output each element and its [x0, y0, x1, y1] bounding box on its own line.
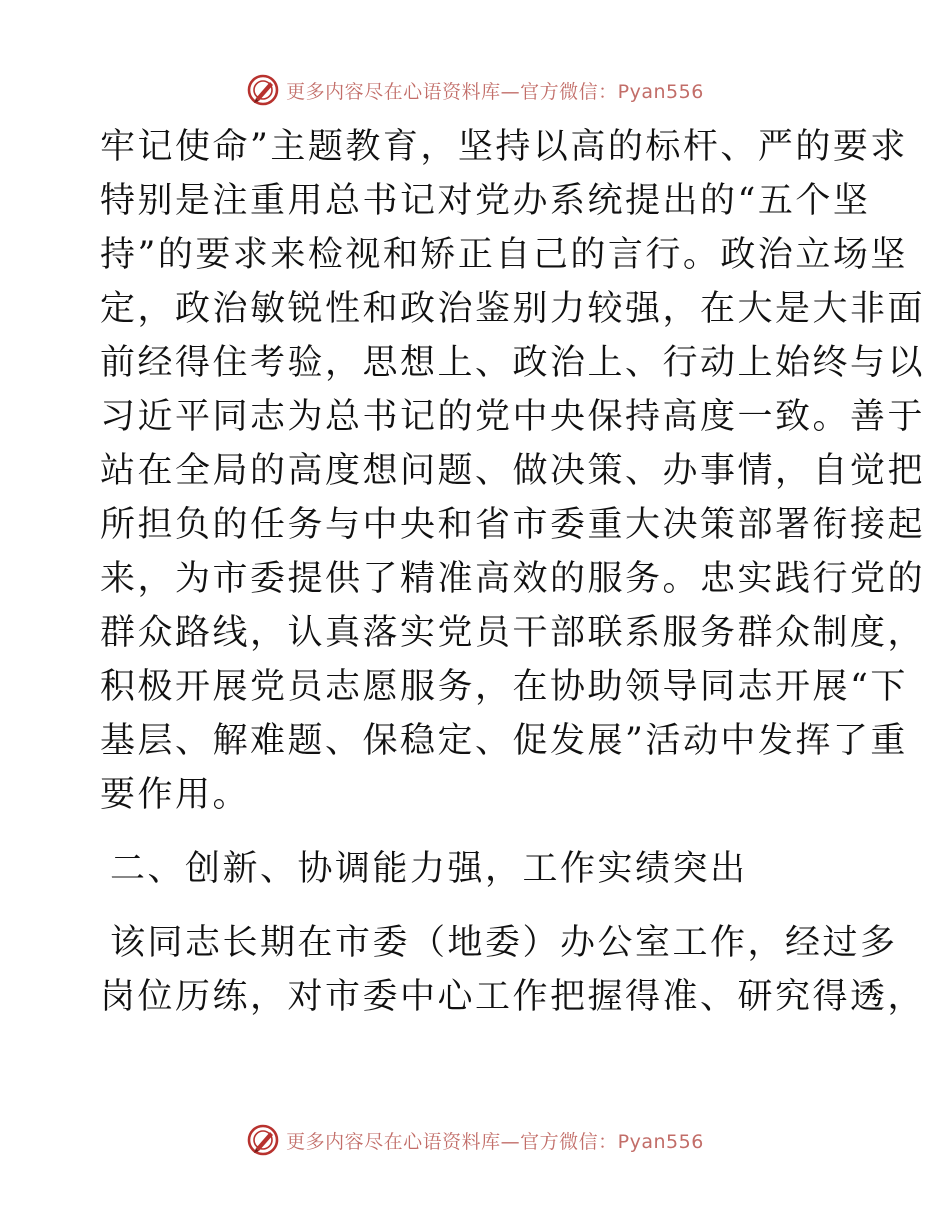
text-line: 牢记使命”主题教育，坚持以高的标杆、严的要求 — [100, 127, 908, 167]
watermark-banner-top — [0, 70, 950, 110]
text-line: 群众路线，认真落实党员干部联系服务群众制度， — [100, 613, 926, 653]
watermark-text: 更多内容尽在心语资料库—官方微信：Pyan556 — [286, 80, 704, 103]
text-line: 前经得住考验，思想上、政治上、行动上始终与以 — [100, 343, 926, 383]
text-line: 特别是注重用总书记对党办系统提出的“五个坚 — [100, 181, 871, 221]
watermark-text: 更多内容尽在心语资料库—官方微信：Pyan556 — [286, 1130, 704, 1153]
text-line: 定，政治敏锐性和政治鉴别力较强，在大是大非面 — [100, 289, 926, 329]
section-heading: 二、创新、协调能力强，工作实绩突出 — [110, 849, 748, 889]
document-body — [100, 120, 926, 1024]
text-line: 持”的要求来检视和矫正自己的言行。政治立场坚 — [100, 235, 908, 275]
watermark-banner-bottom — [0, 1120, 950, 1160]
text-line: 积极开展党员志愿服务，在协助领导同志开展“下 — [100, 667, 908, 707]
text-line: 习近平同志为总书记的党中央保持高度一致。善于 — [100, 397, 926, 437]
pen-logo-icon — [246, 73, 280, 107]
text-line: 所担负的任务与中央和省市委重大决策部署衔接起 — [100, 505, 926, 545]
text-line: 基层、解难题、保稳定、促发展”活动中发挥了重 — [100, 721, 908, 761]
text-line: 要作用。 — [100, 775, 251, 815]
text-line: 岗位历练，对市委中心工作把握得准、研究得透， — [100, 977, 926, 1017]
text-line: 该同志长期在市委（地委）办公室工作，经过多 — [110, 923, 898, 963]
text-line: 站在全局的高度想问题、做决策、办事情，自觉把 — [100, 451, 926, 491]
pen-logo-icon — [246, 1123, 280, 1157]
text-line: 来，为市委提供了精准高效的服务。忠实践行党的 — [100, 559, 926, 599]
